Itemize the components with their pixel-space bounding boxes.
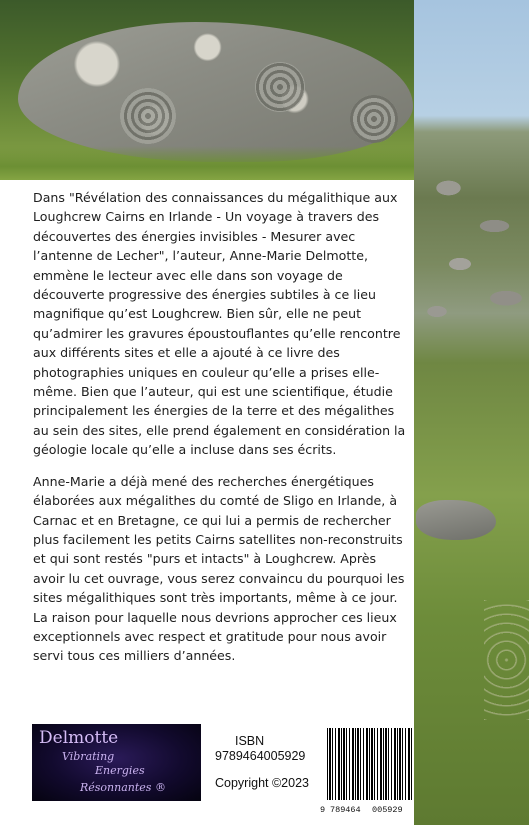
paragraph: Anne-Marie a déjà mené des recherches énergétiques élaborées aux mégalithes du comté de Sligo en Irlande, à Carnac et en Bretagne, ce qui lui a permis de rechercher plus facilement les petits Cairns satellites non-reconstruits et qui sont restés "purs et intacts" à Loughcrew. Après avoir lu cet ouvrage, vous serez convaincu du pourquoi les sites mégalithiques sont très importants, même à ce jour. La raison pour laquelle nous devrions approcher ces lieux exceptionnels avec respect et gratitude pour nous avoir servi tous ces milliers d’années. (33, 473, 405, 664)
logo-line: Delmotte (39, 728, 119, 748)
barcode-group: 005929 (372, 805, 403, 815)
publisher-logo (32, 724, 201, 801)
spiral-carving (350, 95, 398, 143)
logo-line: Energies (95, 764, 145, 777)
isbn-block (215, 734, 315, 764)
barcode-group: 789464 (330, 805, 361, 815)
logo-line: Vibrating (62, 750, 115, 763)
grass (0, 146, 414, 180)
back-cover-text (33, 188, 407, 678)
stone (416, 500, 496, 540)
flowers (484, 600, 529, 720)
isbn-label: ISBN (235, 734, 265, 748)
cover-photo-carved-stone (0, 0, 414, 180)
spiral-carving (255, 62, 305, 112)
barcode-digit-lead: 9 (320, 805, 326, 815)
paragraph: Dans "Révélation des connaissances du mégalithique aux Loughcrew Cairns en Irlande - Un voyage à travers des découvertes des énergies invisibles - Mesurer avec l’antenne de Lecher", l’auteur, Anne-Marie Delmotte, emmène le lecteur avec elle dans son voyage de découverte progressive des énergies subtiles à ce lieu magnifique qu’est Loughcrew. Bien sûr, elle ne peut qu’admirer les gravures époustouflantes qu’elle rencontre aux différents sites et elle a ajouté à ce livre des photographies uniques en couleur qu’elle a prises elle-même. Bien que l’auteur, qui est une scientifique, étudie principalement les énergies de la terre et des mégalithes au sein des sites, elle prend également en considération la géologie locale qu’elle a incluse dans ses écrits. (33, 190, 406, 458)
cairn-rocks (414, 150, 529, 340)
logo-line: Résonnantes ® (80, 781, 166, 794)
isbn-number: 9789464005929 (215, 749, 306, 763)
side-photo-hillside (414, 0, 529, 825)
spiral-carving (120, 88, 176, 144)
carved-stone (18, 22, 413, 162)
barcode (320, 724, 414, 821)
copyright-notice: Copyright ©2023 (215, 776, 309, 790)
barcode-bars (327, 728, 413, 800)
